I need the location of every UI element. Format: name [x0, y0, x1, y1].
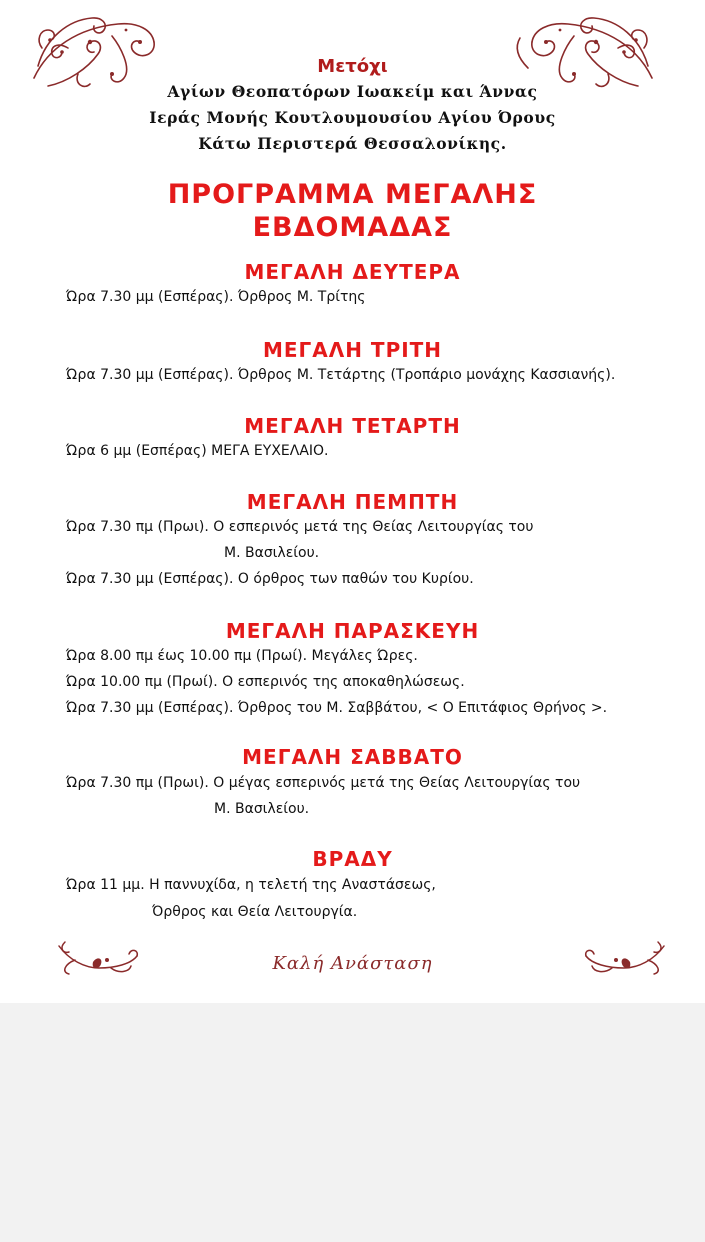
schedule-line: Ώρα 6 μμ (Εσπέρας) ΜΕΓΑ ΕΥΧΕΛΑΙΟ. — [66, 443, 329, 459]
schedule-line: Ώρα 7.30 μμ (Εσπέρας). Όρθρος Μ. Τετάρτης (Τροπάριο μονάχης Κασσιανής). — [66, 367, 616, 383]
page-title-line-1: ΠΡΟΓΡΑΜΜΑ ΜΕΓΑΛΗΣ — [167, 179, 538, 210]
schedule-line: Ώρα 10.00 πμ (Πρωί). Ο εσπερινός της αποκαθηλώσεως. — [66, 674, 465, 690]
schedule-line: Ώρα 7.30 πμ (Πρωι). Ο εσπερινός μετά της Θείας Λειτουργίας του — [66, 519, 534, 535]
header-metochi: Μετόχι — [317, 56, 388, 77]
schedule-line: Ώρα 7.30 μμ (Εσπέρας). Όρθρος Μ. Τρίτης — [66, 289, 366, 305]
header-line-3: Κάτω Περιστερά Θεσσαλονίκης. — [198, 134, 507, 153]
schedule-line: Ώρα 7.30 πμ (Πρωι). Ο μέγας εσπερινός μετά της Θείας Λειτουργίας του — [66, 775, 581, 791]
schedule-line: Ώρα 7.30 μμ (Εσπέρας). Ο όρθρος των παθών του Κυρίου. — [66, 571, 474, 587]
day-heading-thursday: ΜΕΓΑΛΗ ΠΕΜΠΤΗ — [246, 490, 459, 514]
schedule-line: Ώρα 8.00 πμ έως 10.00 πμ (Πρωί). Μεγάλες Ώρες. — [66, 648, 418, 664]
easter-greeting: Καλή Ανάσταση — [272, 953, 433, 974]
day-heading-wednesday: ΜΕΓΑΛΗ ΤΕΤΑΡΤΗ — [244, 414, 461, 438]
day-heading-evening: ΒΡΑΔΥ — [312, 847, 393, 871]
schedule-line: Ώρα 7.30 μμ (Εσπέρας). Όρθρος του Μ. Σαββάτου, < Ο Επιτάφιος Θρήνος >. — [66, 700, 608, 716]
day-heading-friday: ΜΕΓΑΛΗ ΠΑΡΑΣΚΕΥΗ — [225, 619, 480, 643]
flourish-ornament-bottom-right-icon — [580, 938, 668, 978]
header-line-1: Αγίων Θεοπατόρων Ιωακείμ και Άννας — [167, 82, 538, 101]
page-title-line-2: ΕΒΔΟΜΑΔΑΣ — [252, 212, 453, 243]
schedule-line: Όρθρος και Θεία Λειτουργία. — [152, 904, 358, 920]
schedule-line: Μ. Βασιλείου. — [214, 801, 310, 817]
day-heading-tuesday: ΜΕΓΑΛΗ ΤΡΙΤΗ — [262, 338, 443, 362]
day-heading-saturday: ΜΕΓΑΛΗ ΣΑΒΒΑΤΟ — [242, 745, 463, 769]
schedule-line: Ώρα 11 μμ. Η παννυχίδα, η τελετή της Αναστάσεως, — [66, 877, 436, 893]
day-heading-monday: ΜΕΓΑΛΗ ΔΕΥΤΕΡΑ — [244, 260, 461, 284]
header-line-2: Ιεράς Μονής Κουτλουμουσίου Αγίου Όρους — [149, 108, 556, 127]
schedule-line: Μ. Βασιλείου. — [224, 545, 320, 561]
